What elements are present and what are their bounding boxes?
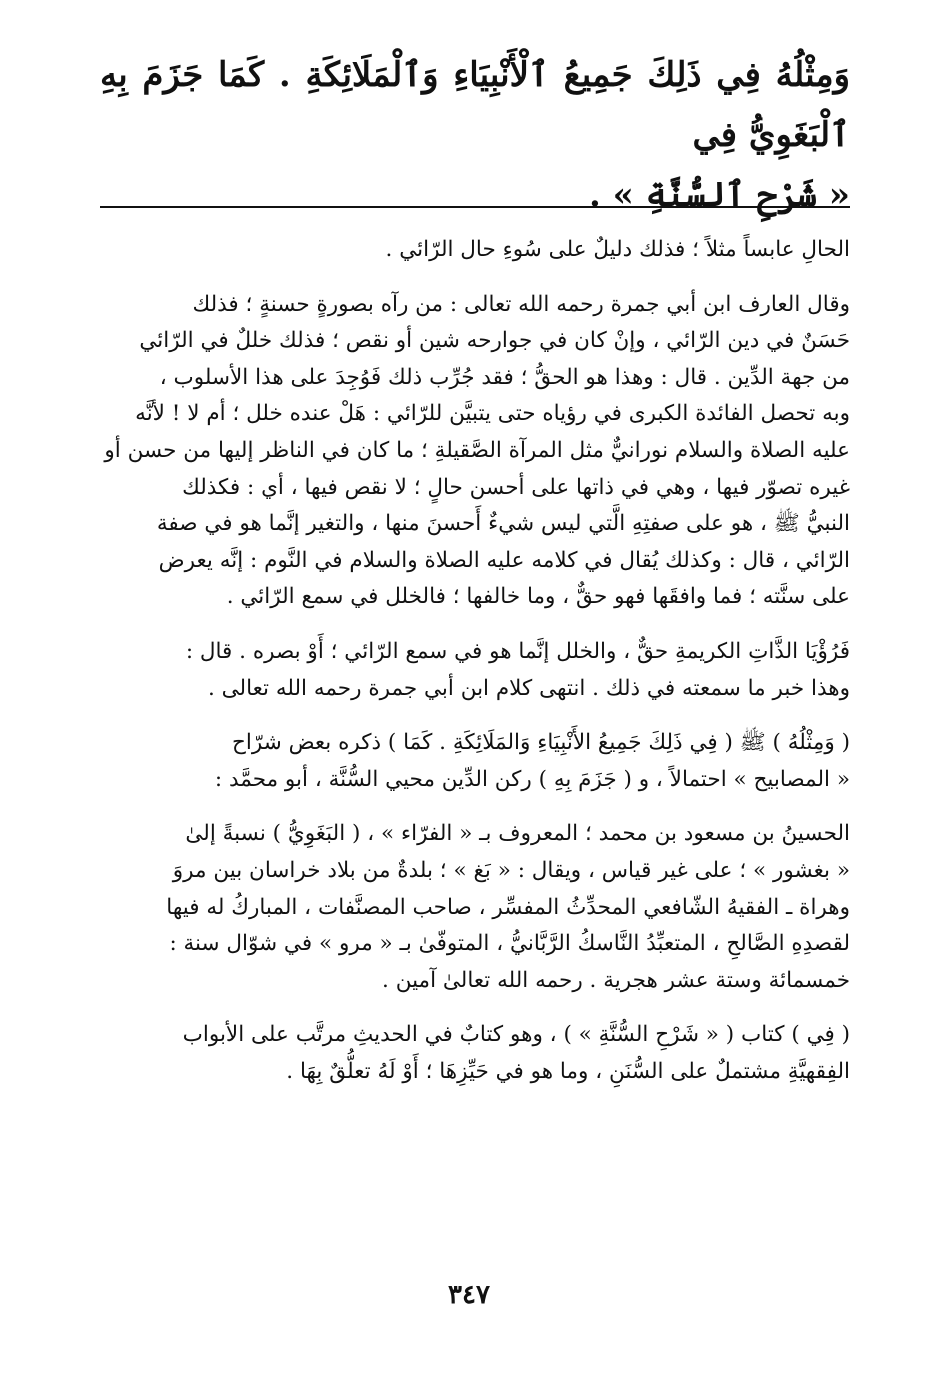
matn-line: وَمِثْلُهُ فِي ذَلِكَ جَمِيعُ ٱلْأَنْبِيَاءِ وَٱلْمَلَائِكَةِ . كَمَا جَزَمَ بِهِ ٱلْبَغَوِيُّ فِي xyxy=(100,55,850,155)
text-line: عليه الصلاة والسلام نورانيٌّ مثل المرآة الصَّقيلةِ ؛ ما كان في الناظر إليها من حسن أو xyxy=(104,437,850,463)
separator-rule xyxy=(100,206,850,208)
text-line: وقال العارف ابن أبي جمرة رحمه الله تعالى : من رآه بصورةٍ حسنةٍ ؛ فذلك xyxy=(192,291,850,317)
commentary-paragraph xyxy=(100,634,850,707)
text-line: الحالِ عابساً مثلاً ؛ فذلك دليلٌ على سُوءِ حال الرّائي . xyxy=(385,237,850,262)
matn-block xyxy=(100,45,850,215)
commentary-paragraph xyxy=(100,725,850,798)
text-line: ( وَمِثْلُهُ ) ﷺ ( فِي ذَلِكَ جَمِيعُ الأَنْبِيَاءِ وَالمَلَائِكَةِ . كَمَا ) ذكره بعض شرّاح xyxy=(232,730,850,756)
text-line: الرّائي ، قال : وكذلك يُقال في كلامه عليه الصلاة والسلام في النَّوم : إنَّه يعرض xyxy=(158,547,850,573)
text-line: من جهة الدِّين . قال : وهذا هو الحقُّ ؛ فقد جُرِّب ذلك فَوُجِدَ على هذا الأسلوب ، xyxy=(159,364,850,390)
commentary-paragraph xyxy=(100,287,850,616)
matn-line: « شَرْحِ ٱلسُّنَّةِ » . xyxy=(588,175,850,215)
text-line: وهراة ـ الفقيهُ الشّافعي المحدِّثُ المفسِّر ، صاحب المصنَّفات ، المباركُ له فيها xyxy=(166,894,850,920)
text-line: حَسَنٌ في دين الرّائي ، وإنْ كان في جوارحه شين أو نقص ؛ فذلك خللٌ في الرّائي xyxy=(139,328,850,354)
text-line: « المصابيح » احتمالاً ، و ( جَزَمَ بِهِ ) ركن الدِّين محيي السُّنَّة ، أبو محمَّد : xyxy=(214,766,850,792)
commentary-paragraph xyxy=(100,1017,850,1090)
text-line: غيره تصوّر فيها ، وهي في ذاتها على أحسن حالٍ ؛ لا نقص فيها ، أي : فكذلك xyxy=(182,474,850,500)
page-number: ٣٤٧ xyxy=(448,1280,490,1310)
text-line: النبيُّ ﷺ ، هو على صفتِهِ الَّتي ليس شيءٌ أَحسنَ منها ، والتغير إنَّما هو في صفة xyxy=(156,511,850,537)
text-line: لقصدِهِ الصَّالحِ ، المتعبِّدُ النَّاسكُ الرَّبَّانيُّ ، المتوفّىٰ بـ « مرو » في شوّال سنة : xyxy=(169,931,850,957)
commentary-paragraph xyxy=(100,232,850,269)
text-line: وهذا خبر ما سمعته في ذلك . انتهى كلام ابن أبي جمرة رحمه الله تعالى . xyxy=(207,675,850,701)
text-line: خمسمائة وستة عشر هجرية . رحمه الله تعالىٰ آمين . xyxy=(382,967,850,993)
text-line: الفِقهيَّةِ مشتملٌ على السُّنَنِ ، وما هو في حَيِّزِهَا ؛ أَوْ لَهُ تعلُّقٌ بِهَا . xyxy=(286,1058,850,1084)
commentary-block xyxy=(100,232,850,1090)
matn-text xyxy=(100,45,850,215)
text-line: ( فِي ) كتاب ( « شَرْحِ السُّنَّةِ » ) ، وهو كتابٌ في الحديثِ مرتَّب على الأبواب xyxy=(182,1022,850,1048)
text-line: وبه تحصل الفائدة الكبرى في رؤياه حتى يتبيَّن للرّائي : هَلْ عنده خلل ؛ أم لا ! لأنَّه xyxy=(135,401,850,427)
text-line: على سنَّته ؛ فما وافقَها فهو حقٌّ ، وما خالفها ؛ فالخلل في سمع الرّائي . xyxy=(226,584,850,610)
commentary-paragraph xyxy=(100,816,850,999)
text-line: « بغشور » ؛ على غير قياس ، ويقال : « بَغ » ؛ بلدةٌ من بلاد خراسان بين مروَ xyxy=(172,857,850,883)
text-line: الحسينُ بن مسعود بن محمد ؛ المعروف بـ « الفرّاء » ، ( البَغَوِيُّ ) نسبةً إلىٰ xyxy=(185,821,850,847)
text-line: فَرُؤْيَا الذَّاتِ الكريمةِ حقٌّ ، والخلل إنَّما هو في سمع الرّائي ؛ أَوْ بصره . قال : xyxy=(185,638,850,664)
